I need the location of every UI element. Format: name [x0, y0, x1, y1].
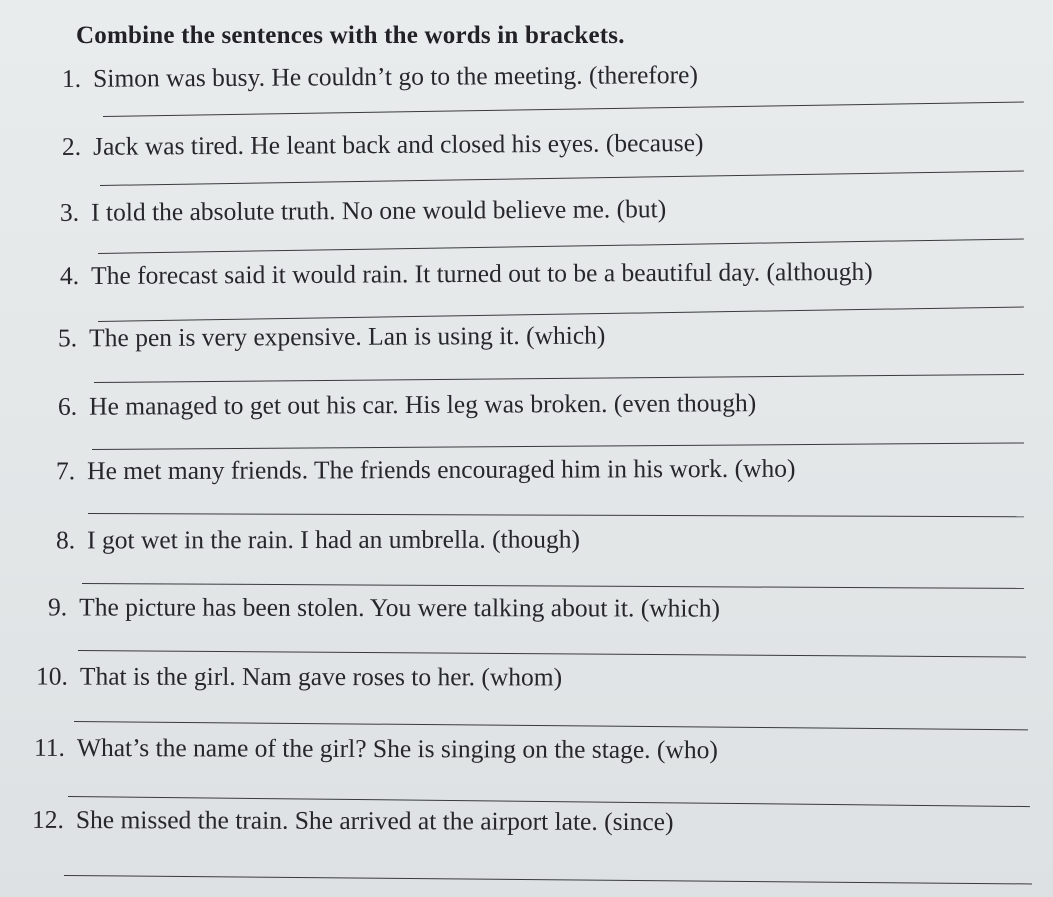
item-number: 9.	[47, 592, 68, 622]
item-text: She missed the train. She arrived at the airport late. (since)	[75, 805, 674, 837]
item-text: The forecast said it would rain. It turned out to be a beautiful day. (although)	[91, 256, 873, 290]
answer-line-10[interactable]	[74, 721, 1028, 730]
answer-line-2[interactable]	[100, 170, 1024, 186]
item-number: 4.	[59, 261, 80, 291]
exercise-item-5	[58, 321, 606, 354]
exercise-item-1	[62, 60, 698, 94]
answer-line-9[interactable]	[78, 650, 1026, 658]
answer-line-6[interactable]	[92, 442, 1024, 450]
answer-line-7[interactable]	[88, 513, 1024, 517]
item-number: 12.	[31, 804, 64, 834]
item-number: 6.	[57, 391, 78, 421]
item-number: 3.	[59, 197, 80, 227]
exercise-item-6	[58, 388, 756, 422]
item-number: 1.	[61, 63, 82, 93]
exercise-item-9	[48, 592, 720, 623]
exercise-item-11	[34, 733, 718, 765]
item-text: He met many friends. The friends encouraged him in his work. (who)	[87, 453, 796, 486]
item-number: 8.	[55, 525, 76, 555]
item-text: The picture has been stolen. You were talking about it. (which)	[79, 592, 721, 623]
answer-line-3[interactable]	[98, 238, 1024, 254]
exercise-item-4	[60, 257, 873, 291]
item-text: He managed to get out his car. His leg was broken. (even though)	[89, 388, 757, 421]
item-text: Jack was tired. He leant back and closed his eyes. (because)	[93, 128, 704, 161]
answer-line-12[interactable]	[64, 875, 1032, 884]
exercise-item-12	[32, 805, 674, 837]
answer-line-1[interactable]	[103, 102, 1024, 117]
exercise-item-10	[36, 662, 562, 693]
item-number: 10.	[35, 661, 68, 691]
exercise-item-3	[60, 194, 666, 228]
item-number: 2.	[61, 131, 82, 161]
item-number: 7.	[55, 456, 76, 486]
item-number: 11.	[33, 732, 65, 762]
item-text: The pen is very expensive. Lan is using it. (which)	[89, 320, 606, 353]
answer-line-8[interactable]	[82, 583, 1024, 589]
answer-line-5[interactable]	[94, 374, 1024, 383]
item-number: 5.	[57, 323, 78, 353]
exercise-item-2	[62, 128, 704, 162]
answer-line-4[interactable]	[98, 306, 1024, 322]
item-text: What’s the name of the girl? She is singing on the stage. (who)	[76, 732, 718, 765]
item-text: That is the girl. Nam gave roses to her. (whom)	[79, 661, 563, 692]
worksheet-title: Combine the sentences with the words in brackets.	[76, 22, 625, 49]
exercise-item-8	[56, 525, 580, 556]
item-text: I told the absolute truth. No one would believe me. (but)	[91, 194, 667, 227]
item-text: I got wet in the rain. I had an umbrella. (though)	[87, 524, 581, 555]
exercise-item-7	[56, 454, 796, 487]
item-text: Simon was busy. He couldn’t go to the meeting. (therefore)	[93, 60, 698, 93]
